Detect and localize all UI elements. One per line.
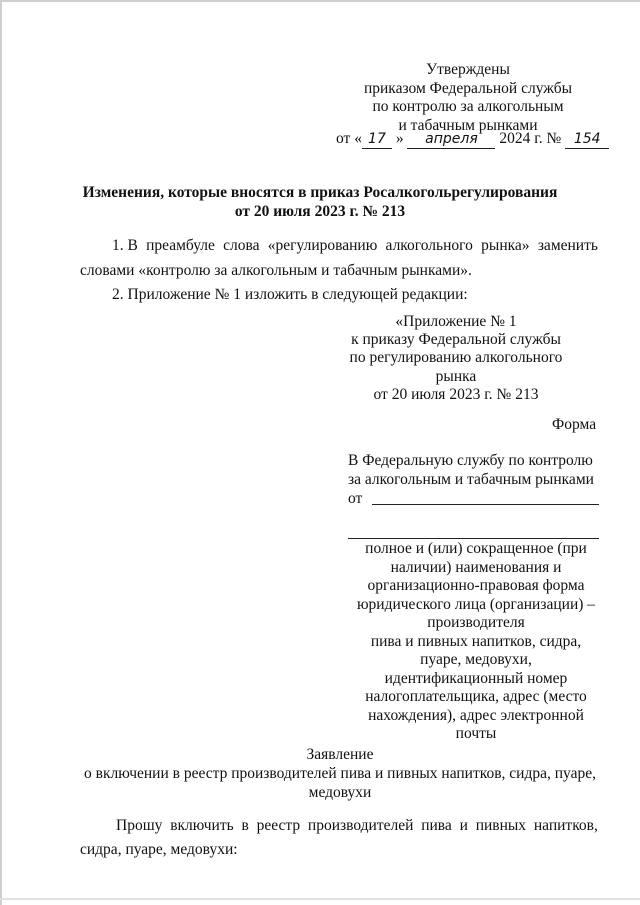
- note-line: почты: [455, 725, 497, 742]
- note-line: организационно-правовая форма: [367, 577, 585, 594]
- handwritten-number: 154: [565, 131, 609, 149]
- request-word: и: [459, 817, 468, 834]
- approval-block: [300, 61, 636, 135]
- item2-paragraph: 2. Приложение № 1 изложить в следующей редакции:: [112, 286, 468, 303]
- appendix-line: «Приложение № 1: [395, 313, 517, 330]
- note-line: наличии) наименования и: [390, 558, 562, 576]
- request-word: Прошу: [116, 817, 163, 834]
- item1-word: рынка»: [481, 237, 530, 254]
- appendix-line: по регулированию алкогольного: [349, 349, 563, 367]
- note-line: идентификационный номер: [384, 669, 568, 687]
- note-line: полное и (или) сокращенное (при: [365, 540, 587, 557]
- item1-word: слова: [223, 237, 260, 254]
- note-line: производителя: [427, 614, 525, 631]
- item1-word: 1. В: [112, 237, 138, 254]
- request-word: включить: [170, 817, 234, 834]
- approval-line: и табачным рынками: [398, 116, 538, 134]
- document-title: [60, 183, 580, 221]
- appendix-line: рынка: [435, 367, 477, 385]
- statement-line-2: о включении в реестр производителей пива и пивных напитков, сидра, пуаре,: [84, 765, 596, 782]
- statement-title: Заявление: [306, 746, 374, 763]
- note-line: юридического лица (организации) –: [356, 595, 596, 613]
- sender-blank-line-1: [372, 504, 599, 505]
- addressee-line-2: за алкогольным и табачным рынками: [348, 471, 594, 488]
- item1-word: алкогольного: [385, 237, 473, 254]
- request-word: производителей: [307, 817, 414, 834]
- request-line2: сидра, пуаре, медовухи:: [80, 841, 238, 858]
- note-line: пуаре, медовухи,: [420, 651, 532, 668]
- addressee-line-1: В Федеральную службу по контролю: [348, 452, 593, 469]
- appendix-line: к приказу Федеральной службы: [351, 331, 561, 349]
- approval-line: Утверждены: [426, 61, 510, 78]
- note-line: пива и пивных напитков, сидра,: [370, 632, 582, 650]
- note-line: налогоплательщика, адрес (место: [365, 688, 587, 705]
- note-line: нахождения), адрес электронной: [368, 706, 584, 724]
- title-line-1: Изменения, которые вносятся в приказ Росалкогольрегулирования: [82, 184, 558, 201]
- appendix-line: от 20 июля 2023 г. № 213: [373, 385, 539, 403]
- request-word: реестр: [256, 817, 301, 834]
- approval-line: по контролю за алкогольным: [372, 98, 564, 115]
- scan-border-top: [0, 0, 640, 2]
- title-line-2: от 20 июля 2023 г. № 213: [234, 203, 406, 220]
- item1-line1: [112, 236, 598, 255]
- item1-word: «регулированию: [267, 237, 378, 254]
- statement-heading: [40, 745, 640, 802]
- handwritten-day: 17: [362, 131, 392, 149]
- sender-blank-line-2: [348, 538, 599, 539]
- sender-note: [342, 540, 610, 744]
- scan-border-bottom: [0, 898, 640, 900]
- addressee-block: [348, 451, 594, 508]
- request-word: в: [241, 817, 249, 834]
- statement-line-3: медовухи: [308, 784, 372, 801]
- handwritten-month: апреля: [407, 131, 495, 149]
- addressee-line-3: [348, 489, 594, 508]
- addressee-from: от: [348, 490, 363, 507]
- form-label: Форма: [552, 416, 597, 433]
- item1-line2: словами «контролю за алкогольным и табачным рынками».: [80, 262, 472, 279]
- item1-word: преамбуле: [146, 237, 215, 254]
- date-quote-close: »: [395, 130, 404, 147]
- date-prefix: от «: [336, 130, 362, 147]
- approval-line: приказом Федеральной службы: [363, 79, 573, 97]
- appendix-header: [336, 313, 576, 404]
- approval-date: [336, 130, 609, 149]
- request-word: пива: [421, 817, 452, 834]
- date-year: 2024 г. №: [499, 130, 562, 147]
- request-line1: [116, 816, 598, 835]
- scan-border-left: [0, 0, 2, 905]
- request-word: напитков,: [533, 817, 598, 834]
- item1-word: заменить: [537, 237, 598, 254]
- request-word: пивных: [475, 817, 527, 834]
